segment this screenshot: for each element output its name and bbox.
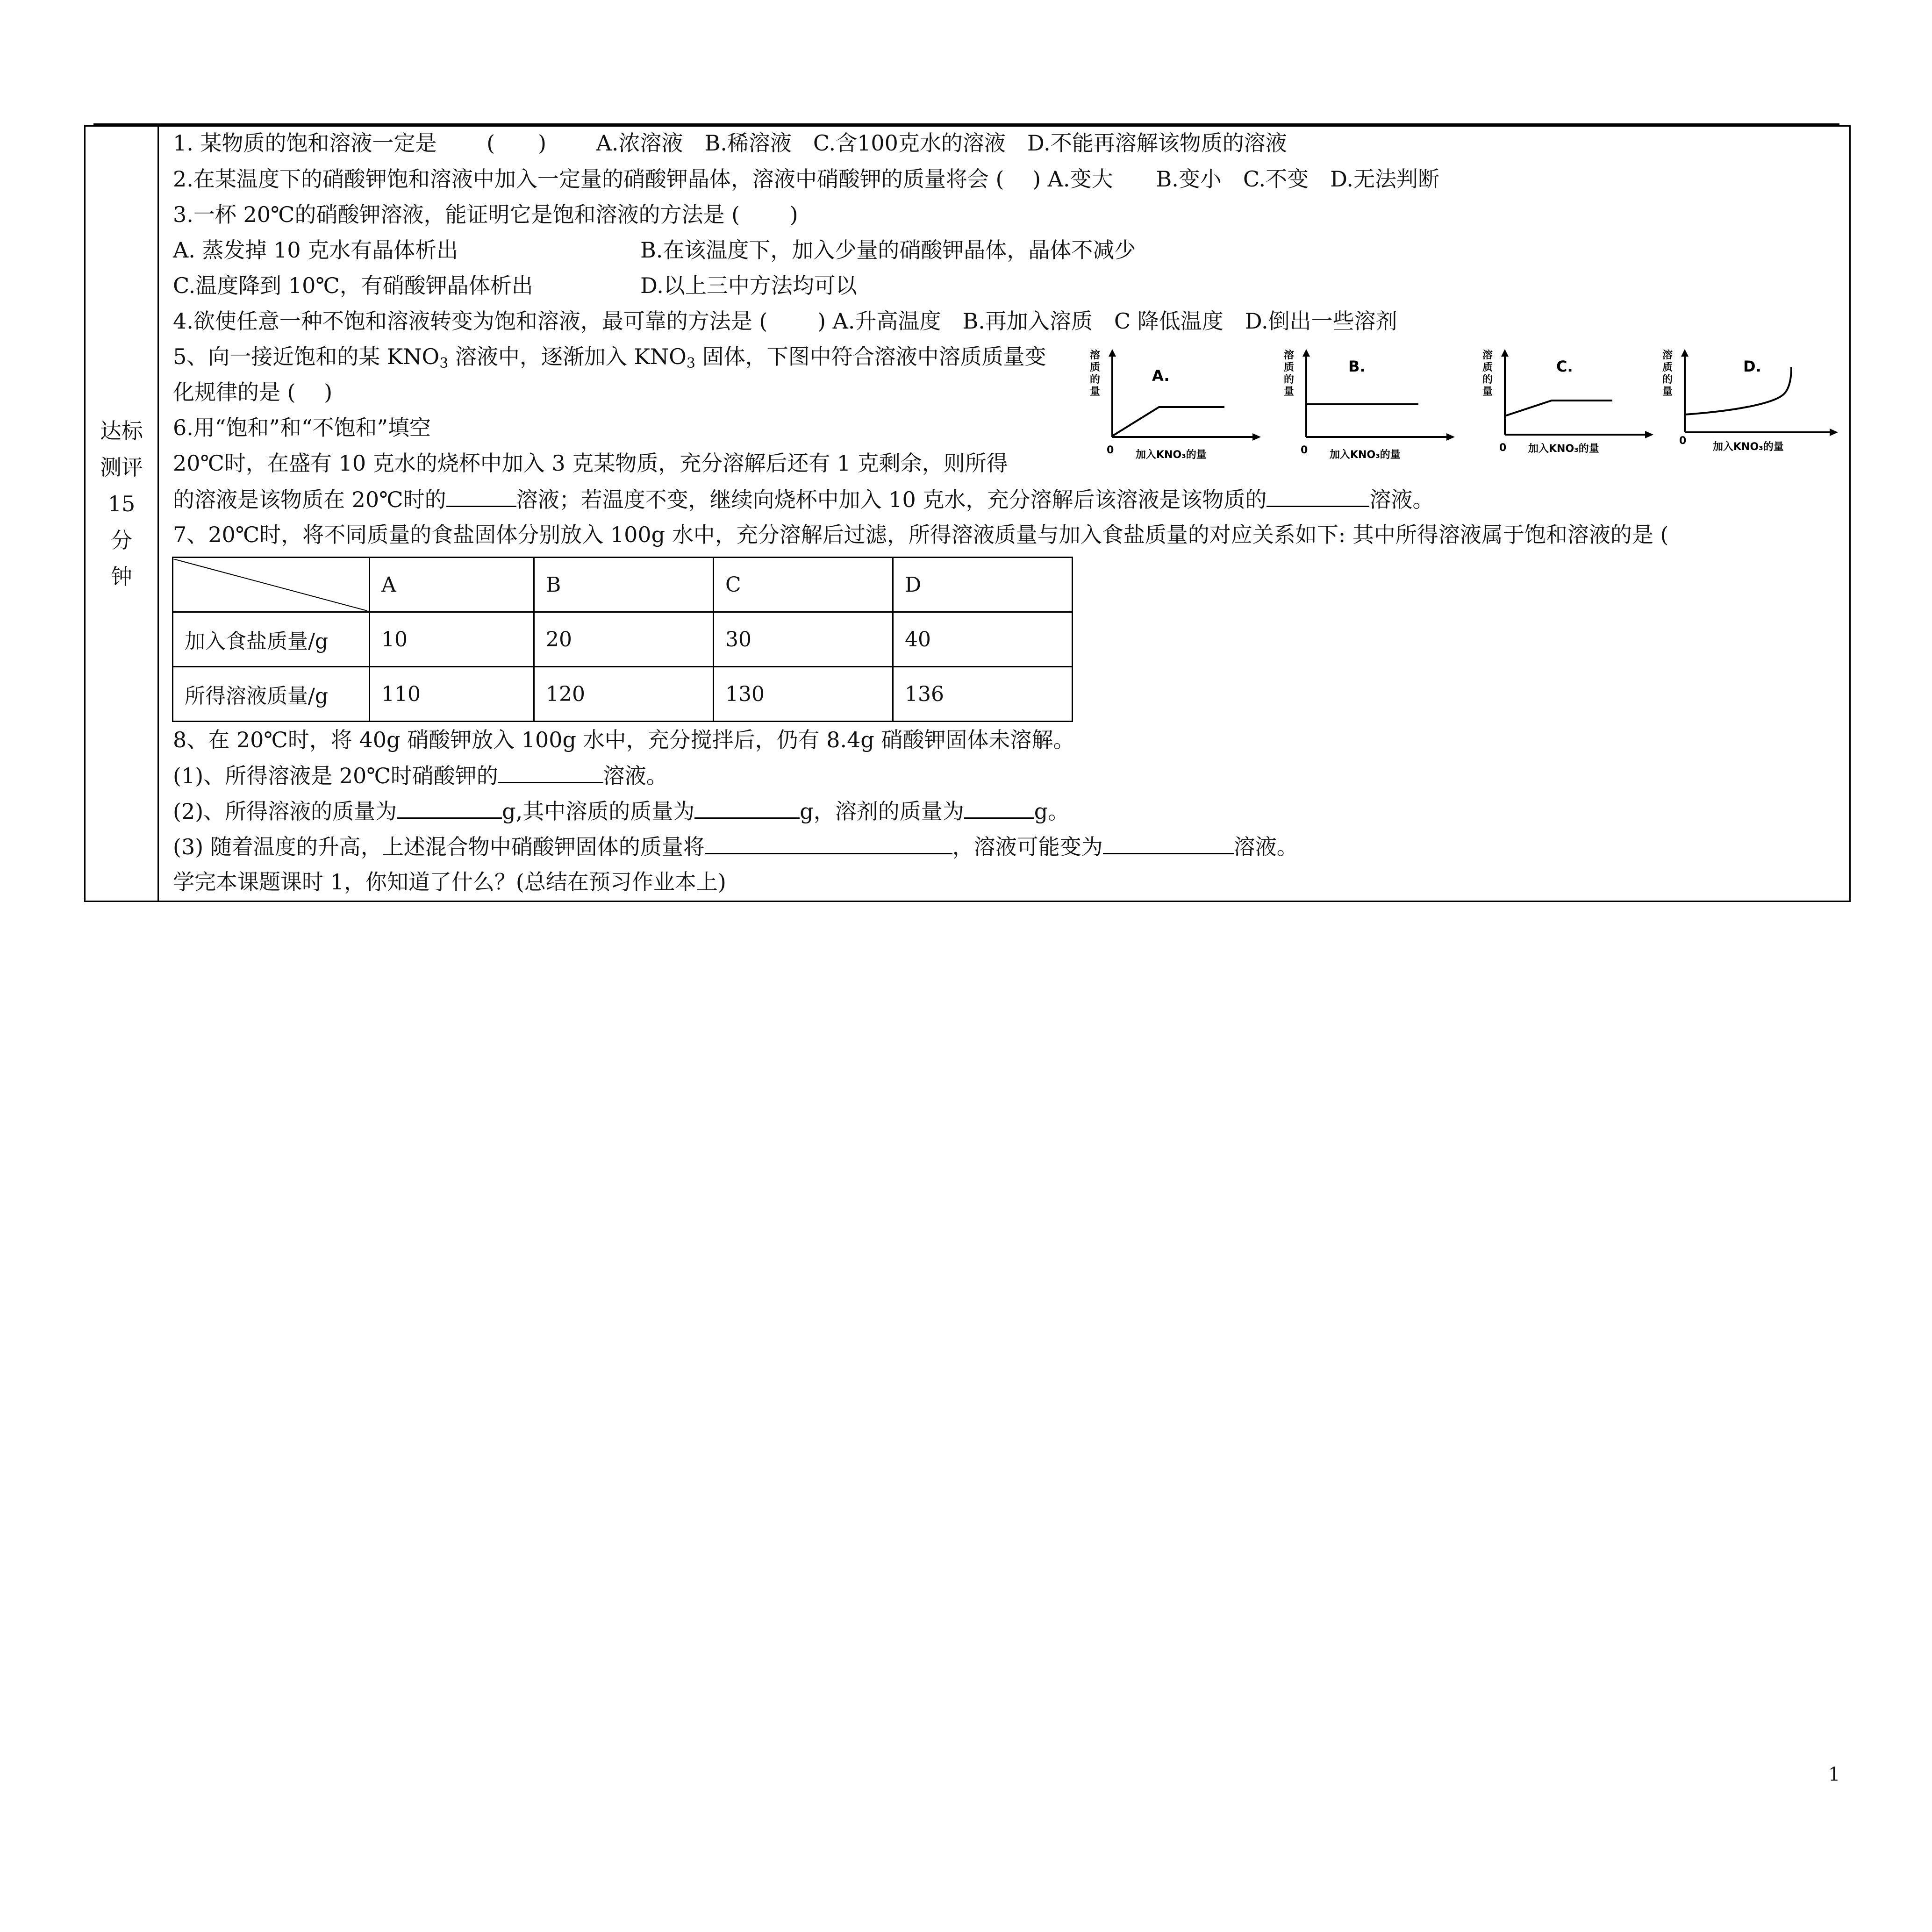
subscript: 3 (439, 355, 449, 372)
question-8-text: ，溶液可能变为 (952, 834, 1103, 859)
x-axis-label: 加入KNO₃的量 (1528, 443, 1599, 455)
y-axis-label: 的 (1090, 374, 1101, 386)
question-5-text: 5、向一接近饱和的某 KNO (173, 344, 440, 369)
salt-table (172, 557, 1073, 722)
question-6-text: 的溶液是该物质在 20℃时的 (173, 487, 446, 512)
y-axis-label: 量 (1090, 386, 1101, 398)
question-5-text: 溶液中，逐渐加入 KNO (448, 344, 687, 369)
table-header: A (370, 558, 534, 612)
origin-label: 0 (1679, 435, 1687, 447)
y-axis-label: 量 (1284, 386, 1295, 398)
y-axis-label: 质 (1662, 362, 1673, 373)
question-5-line-1 (173, 343, 1046, 371)
subscript: 3 (686, 355, 695, 372)
table-cell: 30 (714, 612, 893, 667)
graph-a (1089, 348, 1262, 460)
question-8-part-1 (173, 761, 668, 790)
section-label-line: 15 (107, 491, 136, 516)
y-axis-label: 的 (1662, 374, 1673, 386)
table-row (173, 667, 1073, 722)
table-cell: 110 (370, 667, 534, 722)
question-6-text: 溶液。 (1369, 487, 1434, 512)
answer-blank[interactable] (1267, 485, 1369, 507)
x-axis-label: 加入KNO₃的量 (1713, 441, 1784, 453)
question-3-option-c: C.温度降到 10℃，有硝酸钾晶体析出 (173, 273, 533, 298)
question-8-text: 溶液。 (603, 763, 668, 788)
table-header: B (534, 558, 714, 612)
question-8-part-2 (173, 797, 1069, 825)
graph-b (1283, 348, 1456, 460)
graph-label: A. (1152, 367, 1170, 385)
question-6-line-1: 20℃时，在盛有 10 克水的烧杯中加入 3 克某物质，充分溶解后还有 1 克剩余，则所得 (173, 451, 1008, 476)
y-axis-label: 质 (1090, 362, 1101, 373)
question-3-option-d: D.以上三中方法均可以 (640, 273, 857, 298)
origin-label: 0 (1301, 444, 1308, 456)
question-6-title: 6.用“饱和”和“不饱和”填空 (173, 415, 431, 440)
table-header: C (714, 558, 893, 612)
y-axis-label: 量 (1482, 386, 1493, 398)
question-3: 3.一杯 20℃的硝酸钾溶液，能证明它是饱和溶液的方法是 ( ) (173, 202, 798, 227)
summary-prompt: 学完本课题课时 1，你知道了什么？(总结在预习作业本上) (173, 869, 726, 894)
y-axis-label: 溶 (1482, 350, 1493, 361)
question-8-text: (2)、所得溶液的质量为 (173, 799, 397, 824)
x-axis-label: 加入KNO₃的量 (1330, 449, 1401, 460)
y-axis-label: 质 (1482, 362, 1493, 373)
graph-d (1661, 348, 1839, 460)
y-axis-label: 的 (1482, 374, 1493, 386)
question-8-text: (1)、所得溶液是 20℃时硝酸钾的 (173, 763, 498, 788)
y-axis-label: 溶 (1662, 350, 1673, 361)
answer-blank[interactable] (498, 761, 603, 783)
table-cell: 40 (893, 612, 1073, 667)
section-label-cell (86, 127, 159, 901)
table-row (173, 612, 1073, 667)
table-cell: 120 (534, 667, 714, 722)
question-8-text: 溶液。 (1233, 834, 1298, 859)
exercise-table (84, 125, 1851, 902)
diagonal-header-cell (173, 558, 370, 612)
graph-label: B. (1348, 358, 1366, 375)
question-6-line-2 (173, 485, 1434, 514)
answer-blank[interactable] (694, 797, 800, 819)
y-axis-label: 质 (1284, 362, 1295, 373)
questions-cell (173, 127, 1841, 901)
question-8: 8、在 20℃时，将 40g 硝酸钾放入 100g 水中，充分搅拌后，仍有 8.4g 硝酸钾固体未溶解。 (173, 727, 1075, 752)
graph-c (1481, 348, 1654, 460)
graph-label: D. (1743, 358, 1761, 375)
diagonal-line (173, 559, 367, 611)
question-8-text: g。 (1034, 799, 1070, 824)
table-cell: 10 (370, 612, 534, 667)
section-label (86, 413, 157, 595)
row-label: 加入食盐质量/g (173, 612, 370, 667)
y-axis-label: 溶 (1284, 350, 1295, 361)
question-1: 1. 某物质的饱和溶液一定是 ( ) A.浓溶液 B.稀溶液 C.含100克水的溶液 D.不能再溶解该物质的溶液 (173, 130, 1287, 156)
row-label: 所得溶液质量/g (173, 667, 370, 722)
question-2: 2.在某温度下的硝酸钾饱和溶液中加入一定量的硝酸钾晶体，溶液中硝酸钾的质量将会 ( ) A.变大 B.变小 C.不变 D.无法判断 (173, 166, 1439, 192)
section-label-line: 测评 (100, 455, 143, 480)
question-3-option-b: B.在该温度下，加入少量的硝酸钾晶体，晶体不减少 (640, 237, 1136, 263)
section-label-line: 达标 (100, 418, 143, 444)
y-axis-label: 量 (1662, 386, 1673, 398)
answer-blank[interactable] (1103, 832, 1234, 854)
question-4: 4.欲使任意一种不饱和溶液转变为饱和溶液，最可靠的方法是 ( ) A.升高温度 B.再加入溶质 C 降低温度 D.倒出一些溶剂 (173, 308, 1397, 334)
answer-blank[interactable] (397, 797, 502, 819)
question-8-text: g,其中溶质的质量为 (502, 799, 695, 824)
question-5-text: 固体，下图中符合溶液中溶质质量变 (695, 344, 1046, 369)
table-header-row (173, 558, 1073, 612)
question-8-text: (3) 随着温度的升高，上述混合物中硝酸钾固体的质量将 (173, 834, 705, 859)
answer-blank[interactable] (964, 797, 1034, 819)
table-cell: 136 (893, 667, 1073, 722)
table-cell: 130 (714, 667, 893, 722)
origin-label: 0 (1499, 442, 1507, 454)
y-axis-label: 的 (1284, 374, 1295, 386)
section-label-line: 钟 (111, 564, 132, 589)
question-7: 7、20℃时，将不同质量的食盐固体分别放入 100g 水中，充分溶解后过滤，所得溶液质量与加入食盐质量的对应关系如下: 其中所得溶液属于饱和溶液的是 ( (173, 522, 1669, 547)
section-label-line: 分 (111, 528, 132, 553)
question-8-part-3 (173, 832, 1298, 861)
y-axis-label: 溶 (1090, 350, 1101, 361)
table-header: D (893, 558, 1073, 612)
answer-blank[interactable] (446, 485, 516, 507)
question-3-option-a: A. 蒸发掉 10 克水有晶体析出 (173, 237, 458, 263)
table-cell: 20 (534, 612, 714, 667)
question-8-text: g，溶剂的质量为 (800, 799, 964, 824)
origin-label: 0 (1107, 444, 1114, 456)
x-axis-label: 加入KNO₃的量 (1136, 449, 1207, 460)
answer-blank[interactable] (705, 832, 952, 854)
page-number: 1 (1828, 1764, 1840, 1785)
graph-label: C. (1556, 358, 1573, 375)
question-5-line-2: 化规律的是 ( ) (173, 379, 333, 405)
question-6-text: 溶液；若温度不变，继续向烧杯中加入 10 克水，充分溶解后该溶液是该物质的 (516, 487, 1267, 512)
